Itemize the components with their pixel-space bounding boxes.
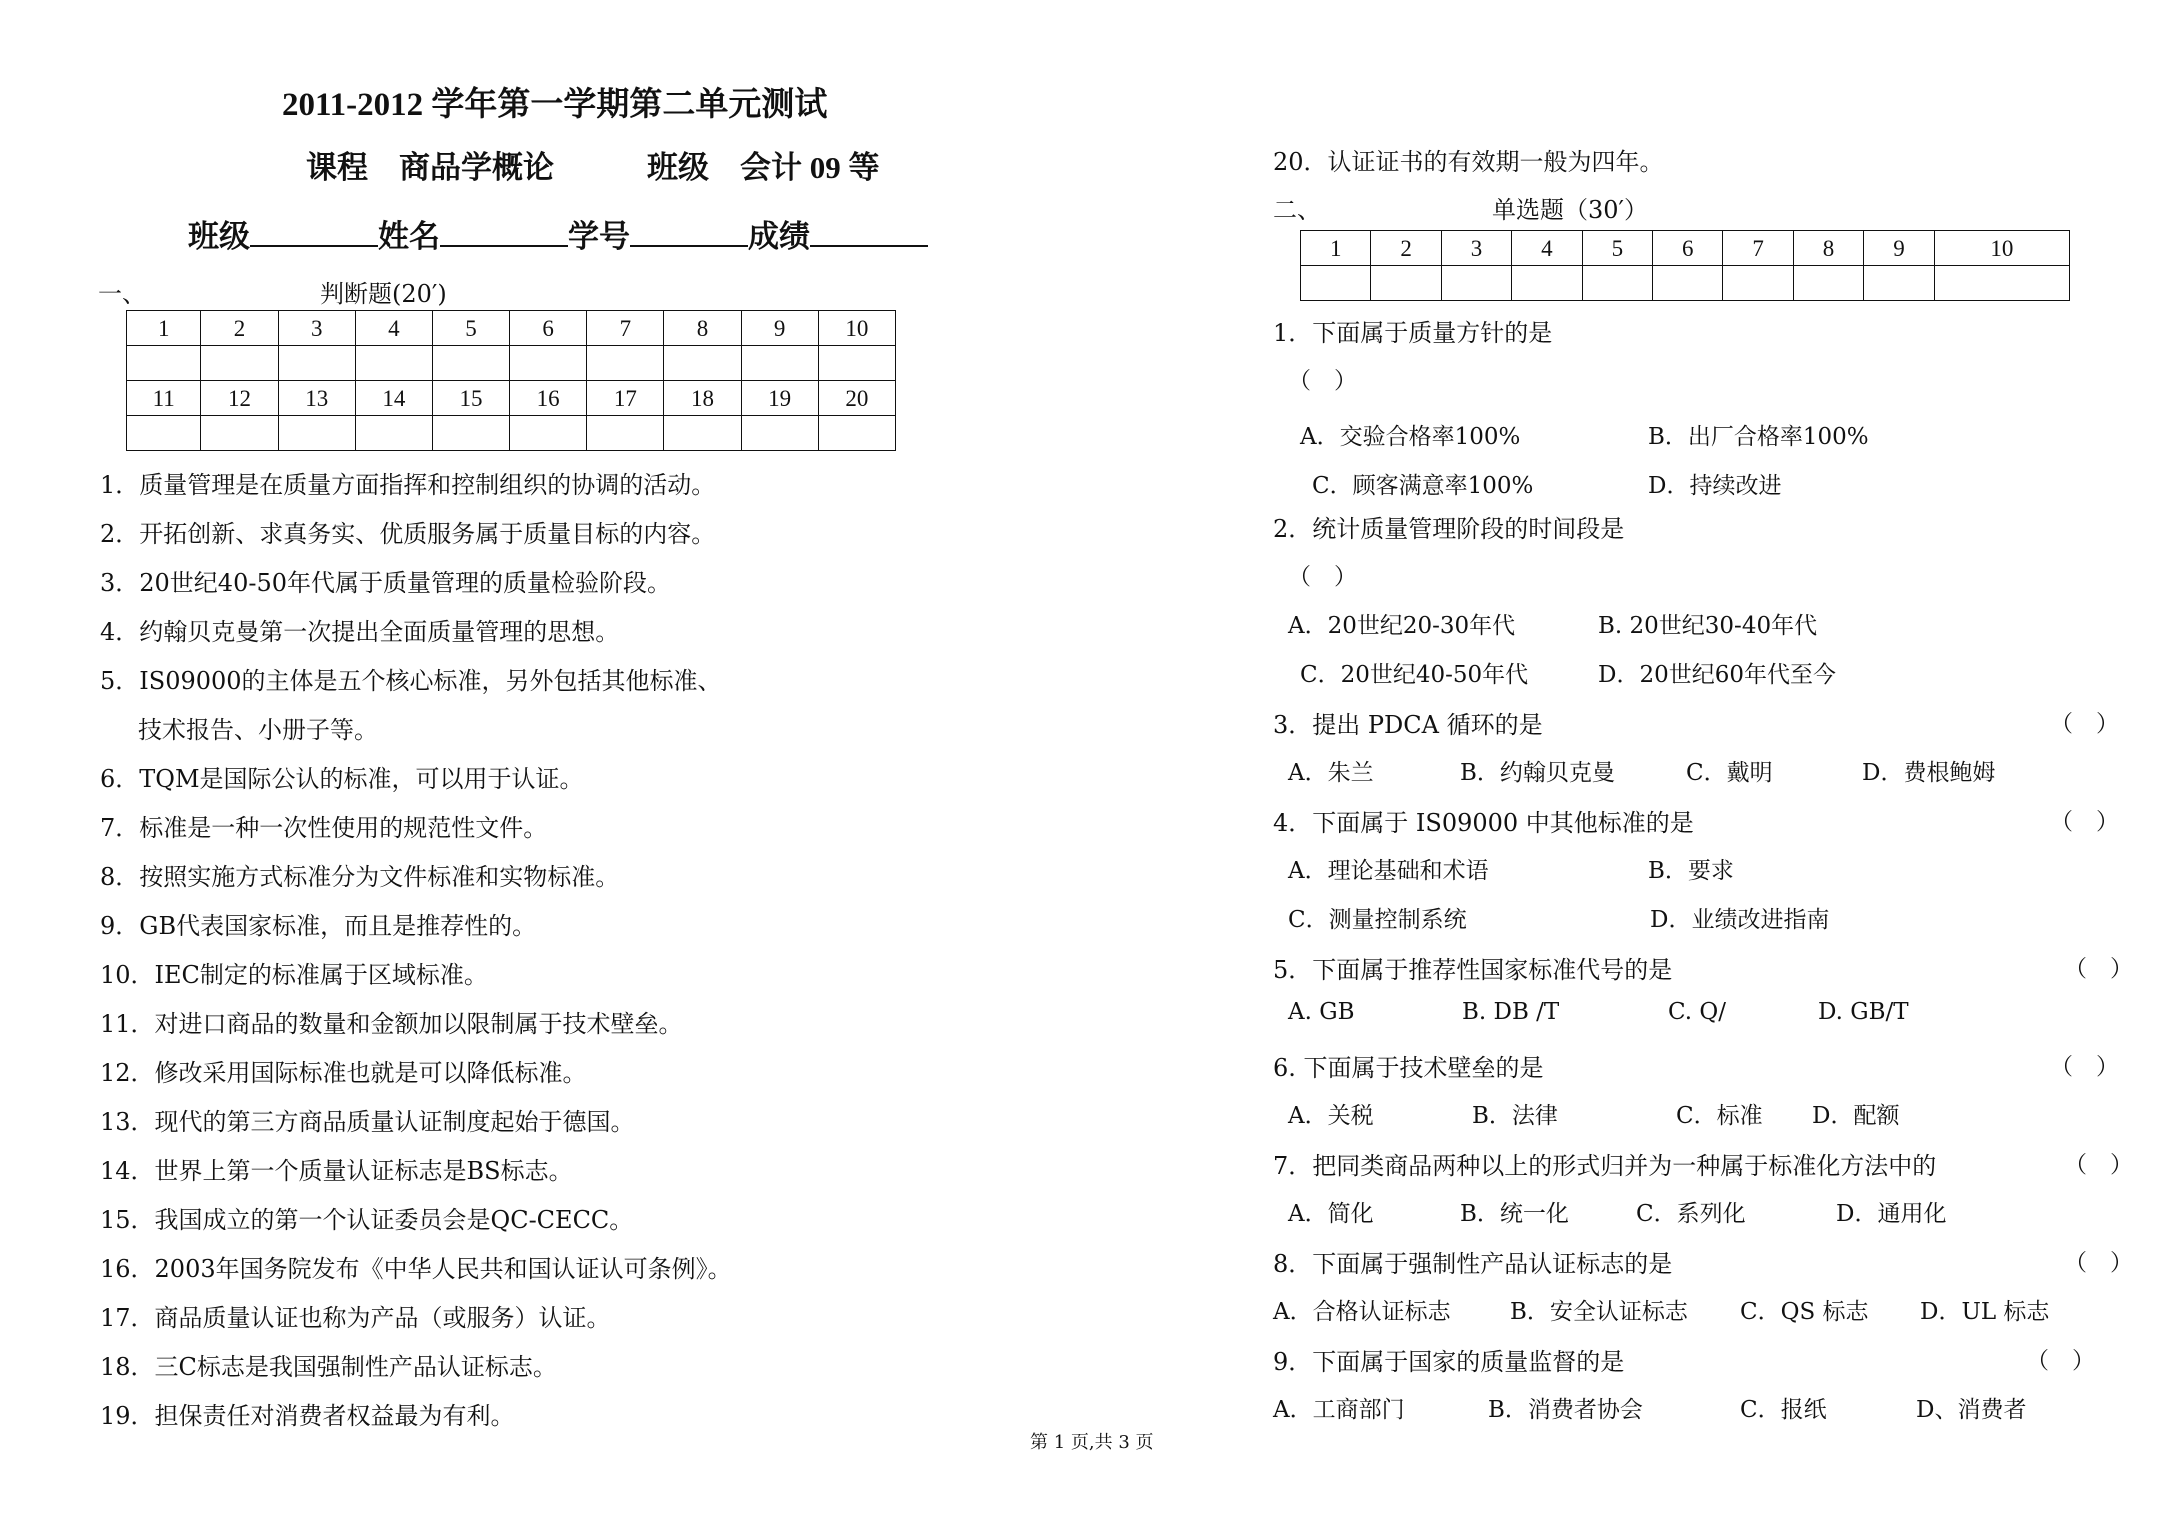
- question-number-cell: 6: [510, 311, 587, 346]
- answer-cell[interactable]: [664, 346, 741, 381]
- choice-option[interactable]: C. Q/: [1668, 999, 1727, 1025]
- tf-question: 14．世界上第一个质量认证标志是BS标志。: [100, 1157, 573, 1185]
- choice-option[interactable]: C．20世纪40-50年代: [1300, 662, 1529, 688]
- choice-option[interactable]: B．消费者协会: [1488, 1397, 1643, 1423]
- choice-option[interactable]: D、消费者: [1916, 1397, 2027, 1423]
- question-number-cell: 17: [587, 381, 664, 416]
- answer-cell[interactable]: [432, 346, 509, 381]
- question-number-cell: 3: [1441, 231, 1511, 266]
- course-line: 课程 商品学概论 班级 会计 09 等: [306, 150, 880, 185]
- choice-option[interactable]: C．戴明: [1686, 760, 1773, 786]
- tf-question: 技术报告、小册子等。: [138, 716, 378, 744]
- choice-question-stem: 4．下面属于 IS09000 中其他标准的是: [1273, 809, 1694, 837]
- choice-option[interactable]: B．要求: [1648, 858, 1734, 884]
- tf-question-20: 20．认证证书的有效期一般为四年。: [1273, 148, 1664, 176]
- choice-option[interactable]: C．系列化: [1636, 1201, 1746, 1227]
- choice-option[interactable]: B. DB /T: [1462, 999, 1560, 1025]
- answer-cell[interactable]: [1582, 266, 1652, 301]
- answer-parenthesis[interactable]: （ ）: [1288, 564, 1357, 590]
- choice-question-stem: 3．提出 PDCA 循环的是: [1273, 711, 1543, 739]
- choice-option[interactable]: C．标准: [1676, 1103, 1763, 1129]
- question-number-cell: 15: [432, 381, 509, 416]
- page-number: 第 1 页,共 3 页: [1030, 1432, 1154, 1453]
- question-number-cell: 9: [1864, 231, 1934, 266]
- choice-option[interactable]: C．QS 标志: [1740, 1299, 1869, 1325]
- answer-parenthesis[interactable]: （ ）: [2050, 1054, 2119, 1080]
- question-number-cell: 13: [278, 381, 355, 416]
- choice-option[interactable]: A. GB: [1288, 999, 1355, 1025]
- choice-option[interactable]: B．法律: [1472, 1103, 1558, 1129]
- question-number-cell: 19: [741, 381, 818, 416]
- question-number-cell: 20: [818, 381, 895, 416]
- question-number-cell: 5: [1582, 231, 1652, 266]
- choice-question-stem: 5．下面属于推荐性国家标准代号的是: [1273, 956, 1673, 984]
- grid-row: [127, 346, 896, 381]
- choice-option[interactable]: B．统一化: [1460, 1201, 1569, 1227]
- choice-option[interactable]: A．合格认证标志: [1273, 1299, 1451, 1325]
- choice-option[interactable]: D．UL 标志: [1920, 1299, 2050, 1325]
- choice-question-stem: 2．统计质量管理阶段的时间段是: [1273, 515, 1625, 543]
- tf-question: 19．担保责任对消费者权益最为有利。: [100, 1402, 515, 1430]
- choice-option[interactable]: C．顾客满意率100%: [1312, 473, 1534, 499]
- tf-question: 12．修改采用国际标准也就是可以降低标准。: [100, 1059, 587, 1087]
- answer-parenthesis[interactable]: （ ）: [2064, 956, 2133, 982]
- question-number-cell: 14: [355, 381, 432, 416]
- choice-option[interactable]: D．20世纪60年代至今: [1598, 662, 1836, 688]
- choice-option[interactable]: A．朱兰: [1288, 760, 1374, 786]
- answer-cell[interactable]: [355, 346, 432, 381]
- grid-row: [1301, 266, 2070, 301]
- grid-row: [1301, 231, 2070, 266]
- class-blank[interactable]: [250, 215, 378, 247]
- tf-question: 5．IS09000的主体是五个核心标准，另外包括其他标准、: [100, 667, 722, 695]
- question-number-cell: 4: [1512, 231, 1582, 266]
- choice-option[interactable]: D．费根鲍姆: [1862, 760, 1996, 786]
- question-number-cell: 1: [1301, 231, 1371, 266]
- answer-cell[interactable]: [818, 346, 895, 381]
- answer-cell[interactable]: [1793, 266, 1863, 301]
- question-number-cell: 2: [1371, 231, 1441, 266]
- question-number-cell: 8: [1793, 231, 1863, 266]
- choice-option[interactable]: A．交验合格率100%: [1300, 424, 1521, 450]
- tf-question: 17．商品质量认证也称为产品（或服务）认证。: [100, 1304, 611, 1332]
- choice-option[interactable]: C．报纸: [1740, 1397, 1827, 1423]
- section2-number: 二、: [1273, 196, 1321, 224]
- choice-option[interactable]: D．持续改进: [1648, 473, 1782, 499]
- choice-option[interactable]: D. GB/T: [1818, 999, 1909, 1025]
- answer-cell[interactable]: [510, 416, 587, 451]
- score-blank[interactable]: [810, 215, 928, 247]
- question-number-cell: 8: [664, 311, 741, 346]
- grid-row: [127, 416, 896, 451]
- answer-parenthesis[interactable]: （ ）: [2026, 1348, 2095, 1374]
- grid-row: [127, 381, 896, 416]
- answer-cell[interactable]: [1371, 266, 1441, 301]
- tf-question: 16．2003年国务院发布《中华人民共和国认证认可条例》。: [100, 1255, 732, 1283]
- answer-cell[interactable]: [201, 416, 278, 451]
- question-number-cell: 18: [664, 381, 741, 416]
- answer-cell[interactable]: [201, 346, 278, 381]
- question-number-cell: 7: [587, 311, 664, 346]
- choice-option[interactable]: D．配额: [1812, 1103, 1900, 1129]
- student-info-line: [188, 211, 928, 256]
- question-number-cell: 10: [1934, 231, 2069, 266]
- tf-question: 6．TQM是国际公认的标准，可以用于认证。: [100, 765, 584, 793]
- choice-option[interactable]: A．关税: [1288, 1103, 1374, 1129]
- answer-cell[interactable]: [510, 346, 587, 381]
- choice-option[interactable]: C．测量控制系统: [1288, 907, 1467, 933]
- answer-cell[interactable]: [1441, 266, 1511, 301]
- tf-question: 9．GB代表国家标准，而且是推荐性的。: [100, 912, 537, 940]
- tf-question: 18．三C标志是我国强制性产品认证标志。: [100, 1353, 557, 1381]
- question-number-cell: 10: [818, 311, 895, 346]
- choice-question-stem: 8．下面属于强制性产品认证标志的是: [1273, 1250, 1673, 1278]
- student-id-label: 学号: [568, 219, 630, 254]
- answer-cell[interactable]: [741, 346, 818, 381]
- name-label: 姓名: [378, 219, 440, 254]
- answer-cell[interactable]: [355, 416, 432, 451]
- section1-number: 一、: [98, 280, 146, 308]
- answer-parenthesis[interactable]: （ ）: [2050, 711, 2119, 737]
- answer-cell[interactable]: [278, 416, 355, 451]
- answer-cell[interactable]: [741, 416, 818, 451]
- choice-option[interactable]: A．理论基础和术语: [1288, 858, 1489, 884]
- name-blank[interactable]: [440, 215, 568, 247]
- answer-cell[interactable]: [127, 416, 201, 451]
- choice-option[interactable]: B．出厂合格率100%: [1648, 424, 1869, 450]
- question-number-cell: 5: [432, 311, 509, 346]
- choice-option[interactable]: A．简化: [1288, 1201, 1374, 1227]
- tf-question: 15．我国成立的第一个认证委员会是QC-CECC。: [100, 1206, 634, 1234]
- grid-row: [127, 311, 896, 346]
- question-number-cell: 6: [1653, 231, 1723, 266]
- tf-question: 13．现代的第三方商品质量认证制度起始于德国。: [100, 1108, 635, 1136]
- choice-option[interactable]: D．业绩改进指南: [1650, 907, 1830, 933]
- choice-option[interactable]: D．通用化: [1836, 1201, 1947, 1227]
- true-false-answer-grid: [126, 310, 896, 451]
- student-id-blank[interactable]: [630, 215, 748, 247]
- choice-question-stem: 6. 下面属于技术壁垒的是: [1273, 1054, 1544, 1082]
- choice-option[interactable]: B. 20世纪30-40年代: [1598, 613, 1818, 639]
- tf-question: 10．IEC制定的标准属于区域标准。: [100, 961, 488, 989]
- question-number-cell: 7: [1723, 231, 1793, 266]
- tf-question: 11．对进口商品的数量和金额加以限制属于技术壁垒。: [100, 1010, 683, 1038]
- answer-parenthesis[interactable]: （ ）: [2064, 1250, 2133, 1276]
- tf-question: 2．开拓创新、求真务实、优质服务属于质量目标的内容。: [100, 520, 716, 548]
- choice-option[interactable]: A．20世纪20-30年代: [1288, 613, 1516, 639]
- question-number-cell: 2: [201, 311, 278, 346]
- answer-cell[interactable]: [127, 346, 201, 381]
- answer-cell[interactable]: [1864, 266, 1934, 301]
- answer-cell[interactable]: [432, 416, 509, 451]
- score-label: 成绩: [748, 219, 810, 254]
- question-number-cell: 11: [127, 381, 201, 416]
- answer-cell[interactable]: [818, 416, 895, 451]
- tf-question: 1．质量管理是在质量方面指挥和控制组织的协调的活动。: [100, 471, 716, 499]
- choice-option[interactable]: B．约翰贝克曼: [1460, 760, 1615, 786]
- question-number-cell: 16: [510, 381, 587, 416]
- choice-question-stem: 9．下面属于国家的质量监督的是: [1273, 1348, 1625, 1376]
- tf-question: 4．约翰贝克曼第一次提出全面质量管理的思想。: [100, 618, 620, 646]
- answer-cell[interactable]: [1512, 266, 1582, 301]
- answer-parenthesis[interactable]: （ ）: [1288, 368, 1357, 394]
- section1-title: 判断题(20′): [320, 280, 447, 308]
- answer-cell[interactable]: [1653, 266, 1723, 301]
- question-number-cell: 4: [355, 311, 432, 346]
- exam-title: 2011-2012 学年第一学期第二单元测试: [282, 87, 828, 123]
- class-label: 班级: [188, 219, 250, 254]
- answer-cell[interactable]: [1301, 266, 1371, 301]
- choice-question-stem: 7．把同类商品两种以上的形式归并为一种属于标准化方法中的: [1273, 1152, 1937, 1180]
- tf-question: 3．20世纪40-50年代属于质量管理的质量检验阶段。: [100, 569, 671, 597]
- question-number-cell: 1: [127, 311, 201, 346]
- choice-option[interactable]: B．安全认证标志: [1510, 1299, 1688, 1325]
- question-number-cell: 9: [741, 311, 818, 346]
- answer-cell[interactable]: [278, 346, 355, 381]
- answer-cell[interactable]: [1934, 266, 2069, 301]
- tf-question: 8．按照实施方式标准分为文件标准和实物标准。: [100, 863, 620, 891]
- section2-title: 单选题（30′）: [1492, 196, 1648, 224]
- choice-answer-grid: [1300, 230, 2070, 301]
- choice-question-stem: 1．下面属于质量方针的是: [1273, 319, 1553, 347]
- answer-cell[interactable]: [1723, 266, 1793, 301]
- answer-cell[interactable]: [587, 416, 664, 451]
- tf-question: 7．标准是一种一次性使用的规范性文件。: [100, 814, 548, 842]
- question-number-cell: 3: [278, 311, 355, 346]
- answer-parenthesis[interactable]: （ ）: [2050, 809, 2119, 835]
- question-number-cell: 12: [201, 381, 278, 416]
- choice-option[interactable]: A．工商部门: [1273, 1397, 1405, 1423]
- answer-cell[interactable]: [664, 416, 741, 451]
- answer-parenthesis[interactable]: （ ）: [2064, 1152, 2133, 1178]
- answer-cell[interactable]: [587, 346, 664, 381]
